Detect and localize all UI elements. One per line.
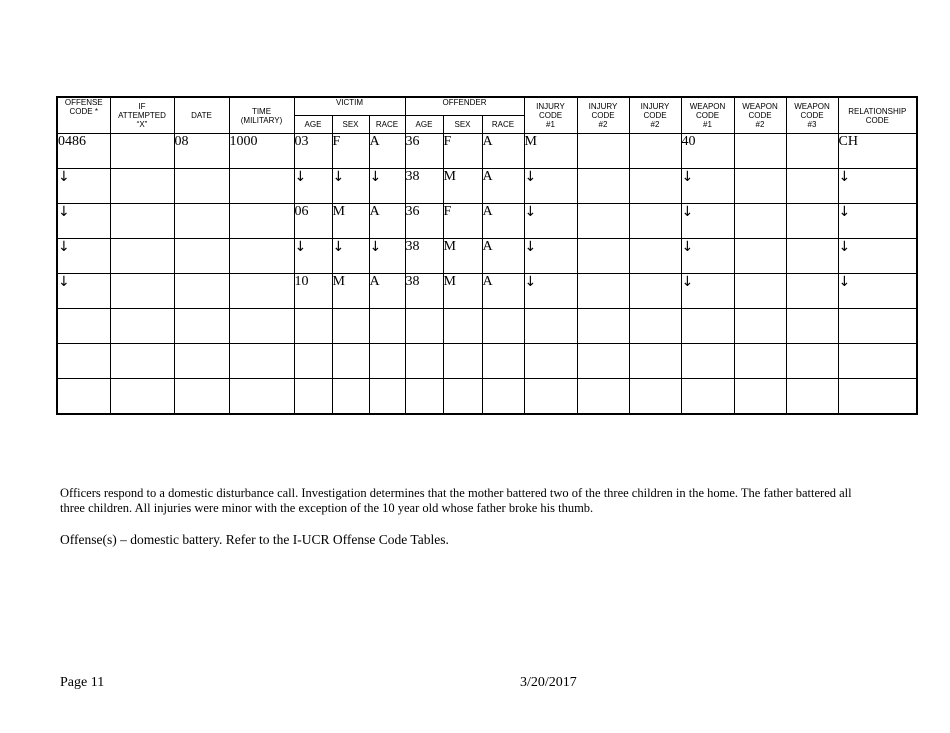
cell-offender-sex: F xyxy=(443,204,482,239)
cell-victim-age: 10 xyxy=(294,274,332,309)
cell-offender-race: A xyxy=(482,204,524,239)
cell-offense-code: ↓ xyxy=(57,204,110,239)
header-weapon-code-1: WEAPON CODE #1 xyxy=(681,97,734,134)
cell-victim-age xyxy=(294,309,332,344)
cell-injury-code-1: M xyxy=(524,134,577,169)
cell-offense-code xyxy=(57,379,110,415)
cell-if-attempted xyxy=(110,274,174,309)
cell-if-attempted xyxy=(110,169,174,204)
cell-injury-code-2 xyxy=(577,274,629,309)
cell-offense-code: 0486 xyxy=(57,134,110,169)
cell-weapon-code-2 xyxy=(734,134,786,169)
cell-injury-code-3 xyxy=(629,204,681,239)
cell-offender-age: 38 xyxy=(405,169,443,204)
table-row xyxy=(57,169,917,204)
offense-instruction: Offense(s) – domestic battery. Refer to the I-UCR Offense Code Tables. xyxy=(60,532,449,547)
cell-offender-age: 36 xyxy=(405,204,443,239)
header-victim-sex: SEX xyxy=(332,116,369,134)
cell-offense-code xyxy=(57,344,110,379)
cell-time xyxy=(229,169,294,204)
table-row xyxy=(57,274,917,309)
cell-offender-age: 38 xyxy=(405,274,443,309)
cell-injury-code-1 xyxy=(524,379,577,415)
cell-weapon-code-3 xyxy=(786,309,838,344)
cell-injury-code-1 xyxy=(524,309,577,344)
cell-relationship-code: ↓ xyxy=(838,239,917,274)
cell-offender-age: 38 xyxy=(405,239,443,274)
cell-weapon-code-1: ↓ xyxy=(681,204,734,239)
cell-relationship-code: ↓ xyxy=(838,274,917,309)
cell-weapon-code-2 xyxy=(734,239,786,274)
scenario-narrative: Officers respond to a domestic disturbance call. Investigation determines that the mother battered two of the three children in the home. The father battered all three children. All injuries were minor with the exception of the 10 year old whose father broke his thumb. xyxy=(60,486,852,515)
cell-injury-code-3 xyxy=(629,169,681,204)
table-row xyxy=(57,379,917,415)
cell-victim-sex: ↓ xyxy=(332,239,369,274)
header-if-attempted: IF ATTEMPTED “X” xyxy=(110,97,174,134)
header-weapon-code-3: WEAPON CODE #3 xyxy=(786,97,838,134)
header-offender-age: AGE xyxy=(405,116,443,134)
cell-weapon-code-3 xyxy=(786,344,838,379)
cell-victim-age: ↓ xyxy=(294,239,332,274)
header-injury-code-2: INJURY CODE #2 xyxy=(577,97,629,134)
cell-injury-code-2 xyxy=(577,204,629,239)
cell-offender-sex: M xyxy=(443,239,482,274)
header-victim: VICTIM xyxy=(294,97,405,116)
cell-if-attempted xyxy=(110,204,174,239)
cell-if-attempted xyxy=(110,239,174,274)
cell-injury-code-3 xyxy=(629,379,681,415)
cell-time xyxy=(229,274,294,309)
cell-offense-code: ↓ xyxy=(57,239,110,274)
cell-victim-sex: M xyxy=(332,274,369,309)
cell-victim-age: 06 xyxy=(294,204,332,239)
cell-weapon-code-1 xyxy=(681,309,734,344)
cell-injury-code-1: ↓ xyxy=(524,169,577,204)
cell-injury-code-1: ↓ xyxy=(524,274,577,309)
cell-injury-code-3 xyxy=(629,134,681,169)
cell-victim-age xyxy=(294,379,332,415)
cell-victim-race: A xyxy=(369,204,405,239)
cell-date xyxy=(174,379,229,415)
cell-offender-race xyxy=(482,379,524,415)
cell-victim-race xyxy=(369,344,405,379)
cell-relationship-code xyxy=(838,344,917,379)
cell-victim-sex xyxy=(332,309,369,344)
cell-weapon-code-2 xyxy=(734,204,786,239)
incident-code-table xyxy=(56,96,918,415)
cell-offender-race: A xyxy=(482,274,524,309)
cell-weapon-code-2 xyxy=(734,274,786,309)
cell-offender-sex: F xyxy=(443,134,482,169)
cell-offender-race xyxy=(482,344,524,379)
cell-weapon-code-1 xyxy=(681,379,734,415)
header-offender: OFFENDER xyxy=(405,97,524,116)
cell-time xyxy=(229,344,294,379)
cell-date xyxy=(174,344,229,379)
header-offender-race: RACE xyxy=(482,116,524,134)
cell-weapon-code-1: ↓ xyxy=(681,239,734,274)
cell-injury-code-2 xyxy=(577,309,629,344)
cell-victim-sex xyxy=(332,344,369,379)
cell-offense-code: ↓ xyxy=(57,169,110,204)
cell-offender-race: A xyxy=(482,134,524,169)
header-injury-code-1: INJURY CODE #1 xyxy=(524,97,577,134)
cell-weapon-code-2 xyxy=(734,169,786,204)
cell-injury-code-2 xyxy=(577,239,629,274)
cell-offender-race: A xyxy=(482,169,524,204)
cell-relationship-code xyxy=(838,309,917,344)
cell-offender-age: 36 xyxy=(405,134,443,169)
cell-if-attempted xyxy=(110,344,174,379)
cell-date xyxy=(174,169,229,204)
footer-date: 3/20/2017 xyxy=(520,675,577,690)
cell-date xyxy=(174,239,229,274)
cell-time xyxy=(229,204,294,239)
cell-relationship-code: ↓ xyxy=(838,169,917,204)
cell-offender-sex xyxy=(443,379,482,415)
cell-time xyxy=(229,379,294,415)
cell-victim-race xyxy=(369,309,405,344)
cell-injury-code-2 xyxy=(577,379,629,415)
cell-injury-code-3 xyxy=(629,239,681,274)
cell-if-attempted xyxy=(110,309,174,344)
cell-relationship-code xyxy=(838,379,917,415)
cell-injury-code-1 xyxy=(524,344,577,379)
cell-date xyxy=(174,309,229,344)
table-row xyxy=(57,309,917,344)
cell-injury-code-3 xyxy=(629,344,681,379)
cell-victim-race: A xyxy=(369,134,405,169)
cell-victim-sex: M xyxy=(332,204,369,239)
cell-victim-race: A xyxy=(369,274,405,309)
cell-weapon-code-3 xyxy=(786,274,838,309)
cell-injury-code-2 xyxy=(577,344,629,379)
cell-offender-sex xyxy=(443,344,482,379)
cell-offense-code xyxy=(57,309,110,344)
table-row xyxy=(57,134,917,169)
cell-offender-race: A xyxy=(482,239,524,274)
cell-offender-race xyxy=(482,309,524,344)
header-offense-code: OFFENSE CODE * xyxy=(57,97,110,134)
cell-weapon-code-2 xyxy=(734,379,786,415)
table-body xyxy=(57,134,917,415)
cell-date xyxy=(174,204,229,239)
header-date: DATE xyxy=(174,97,229,134)
cell-if-attempted xyxy=(110,379,174,415)
cell-if-attempted xyxy=(110,134,174,169)
cell-victim-sex: F xyxy=(332,134,369,169)
header-victim-age: AGE xyxy=(294,116,332,134)
header-offender-sex: SEX xyxy=(443,116,482,134)
cell-victim-sex: ↓ xyxy=(332,169,369,204)
cell-relationship-code: CH xyxy=(838,134,917,169)
table-row xyxy=(57,239,917,274)
page-number: Page 11 xyxy=(60,675,105,690)
cell-weapon-code-3 xyxy=(786,379,838,415)
cell-offense-code: ↓ xyxy=(57,274,110,309)
cell-injury-code-3 xyxy=(629,274,681,309)
header-injury-code-3: INJURY CODE #2 xyxy=(629,97,681,134)
cell-offender-sex: M xyxy=(443,169,482,204)
cell-weapon-code-1: 40 xyxy=(681,134,734,169)
cell-offender-age xyxy=(405,344,443,379)
cell-victim-race xyxy=(369,379,405,415)
header-victim-race: RACE xyxy=(369,116,405,134)
cell-weapon-code-2 xyxy=(734,344,786,379)
cell-victim-race: ↓ xyxy=(369,239,405,274)
cell-offender-sex xyxy=(443,309,482,344)
cell-victim-race: ↓ xyxy=(369,169,405,204)
cell-injury-code-1: ↓ xyxy=(524,204,577,239)
cell-victim-age: 03 xyxy=(294,134,332,169)
header-weapon-code-2: WEAPON CODE #2 xyxy=(734,97,786,134)
cell-weapon-code-3 xyxy=(786,204,838,239)
header-time: TIME (MILITARY) xyxy=(229,97,294,134)
cell-date xyxy=(174,274,229,309)
cell-injury-code-2 xyxy=(577,134,629,169)
cell-injury-code-1: ↓ xyxy=(524,239,577,274)
cell-time xyxy=(229,309,294,344)
cell-weapon-code-1: ↓ xyxy=(681,169,734,204)
table-row xyxy=(57,204,917,239)
cell-injury-code-3 xyxy=(629,309,681,344)
cell-victim-sex xyxy=(332,379,369,415)
cell-victim-age: ↓ xyxy=(294,169,332,204)
cell-offender-age xyxy=(405,379,443,415)
cell-weapon-code-2 xyxy=(734,309,786,344)
cell-weapon-code-3 xyxy=(786,169,838,204)
cell-date: 08 xyxy=(174,134,229,169)
cell-relationship-code: ↓ xyxy=(838,204,917,239)
cell-weapon-code-1 xyxy=(681,344,734,379)
cell-weapon-code-1: ↓ xyxy=(681,274,734,309)
cell-time xyxy=(229,239,294,274)
table-row xyxy=(57,344,917,379)
cell-weapon-code-3 xyxy=(786,239,838,274)
cell-victim-age xyxy=(294,344,332,379)
cell-time: 1000 xyxy=(229,134,294,169)
cell-offender-age xyxy=(405,309,443,344)
header-relationship-code: RELATIONSHIP CODE xyxy=(838,97,917,134)
cell-offender-sex: M xyxy=(443,274,482,309)
cell-weapon-code-3 xyxy=(786,134,838,169)
cell-injury-code-2 xyxy=(577,169,629,204)
